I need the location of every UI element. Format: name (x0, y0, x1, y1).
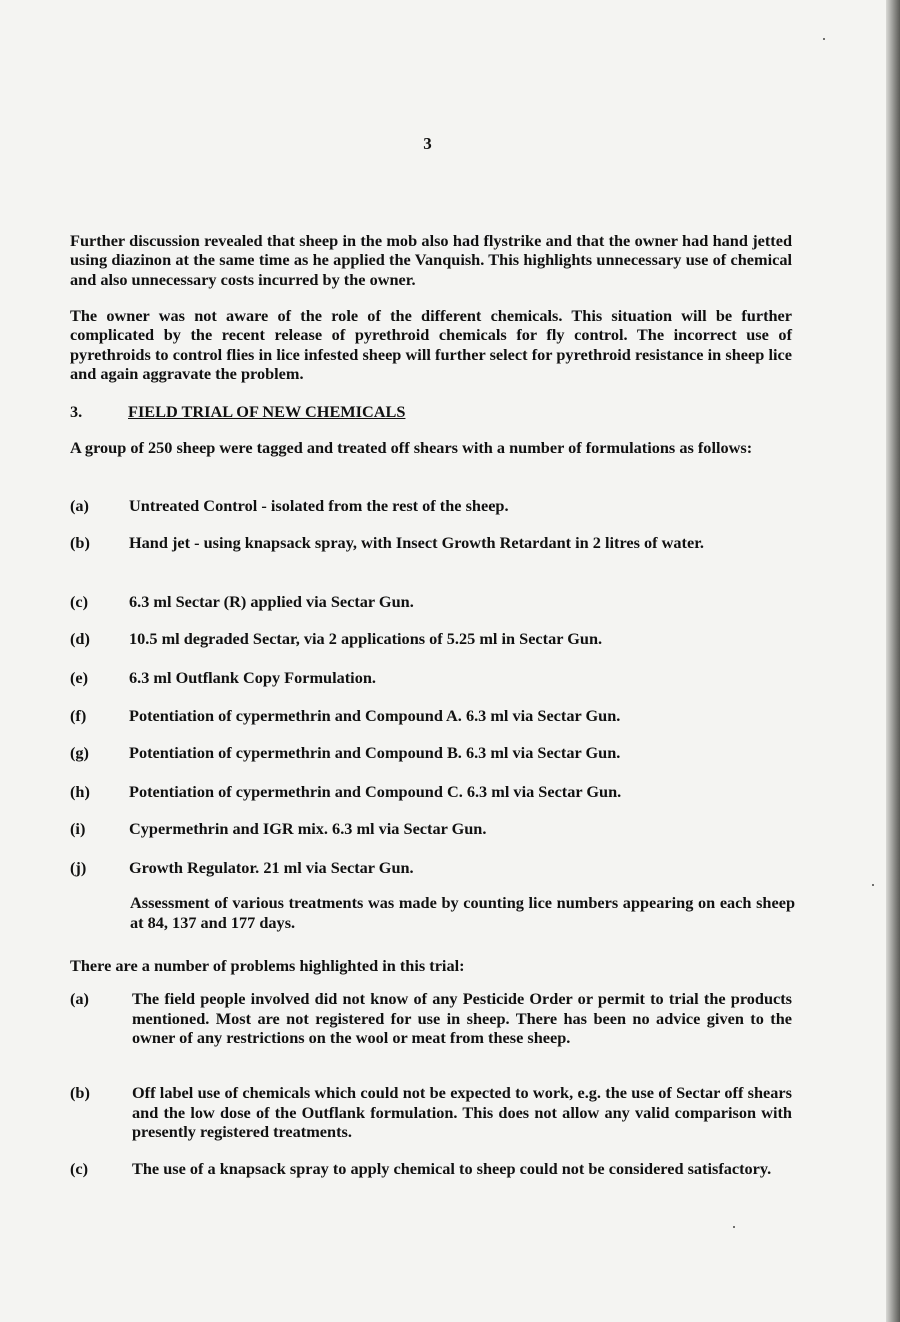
treatment-label: (i) (70, 819, 86, 838)
problem-text: Off label use of chemicals which could not be expected to work, e.g. the use of Sectar off shears and the low dose of the Outflank formulation. This does not allow any valid comparison with presently registered treatments. (132, 1083, 792, 1141)
problem-label: (a) (70, 989, 89, 1008)
problem-text: The field people involved did not know of any Pesticide Order or permit to trial the products mentioned. Most are not registered for use in sheep. There has been no advice given to the owner of any restrictions on the wool or meat from these sheep. (132, 989, 792, 1047)
treatment-text: Potentiation of cypermethrin and Compound B. 6.3 ml via Sectar Gun. (129, 743, 621, 762)
page-number: 3 (423, 134, 432, 153)
treatment-text: Potentiation of cypermethrin and Compound A. 6.3 ml via Sectar Gun. (129, 706, 621, 725)
treatment-text: Cypermethrin and IGR mix. 6.3 ml via Sectar Gun. (129, 819, 487, 838)
scan-speck (733, 1226, 735, 1228)
page-edge-shadow (886, 0, 900, 1322)
treatment-label: (e) (70, 668, 89, 687)
treatment-text: Hand jet - using knapsack spray, with Insect Growth Retardant in 2 litres of water. (129, 533, 705, 552)
section-number: 3. (70, 402, 83, 421)
treatment-text: 10.5 ml degraded Sectar, via 2 applications of 5.25 ml in Sectar Gun. (129, 629, 603, 648)
treatment-label: (j) (70, 858, 87, 877)
treatment-label: (g) (70, 743, 89, 762)
problems-intro: There are a number of problems highlighted in this trial: (70, 956, 465, 975)
treatment-text: Potentiation of cypermethrin and Compound C. 6.3 ml via Sectar Gun. (129, 782, 622, 801)
paragraph-pyrethroid: The owner was not aware of the role of the different chemicals. This situation will be further complicated by the recent release of pyrethroid chemicals for fly control. The incorrect use of pyrethroids to control flies in lice infested sheep will further select for pyrethroid resistance in sheep lice and again aggravate the problem. (70, 306, 792, 383)
treatment-label: (h) (70, 782, 90, 801)
section-intro: A group of 250 sheep were tagged and treated off shears with a number of formulations as follows: (70, 438, 753, 457)
treatment-label: (b) (70, 533, 90, 552)
scan-speck (872, 884, 874, 886)
treatment-text: Growth Regulator. 21 ml via Sectar Gun. (129, 858, 414, 877)
problem-label: (b) (70, 1083, 90, 1102)
treatment-label: (f) (70, 706, 87, 725)
treatment-label: (c) (70, 592, 89, 611)
treatment-text: 6.3 ml Outflank Copy Formulation. (129, 668, 376, 687)
problem-label: (c) (70, 1159, 89, 1178)
treatment-text: 6.3 ml Sectar (R) applied via Sectar Gun. (129, 592, 414, 611)
assessment-paragraph: Assessment of various treatments was made by counting lice numbers appearing on each sheep at 84, 137 and 177 days. (130, 893, 795, 932)
treatment-text: Untreated Control - isolated from the rest of the sheep. (129, 496, 509, 515)
section-heading (70, 402, 405, 422)
treatment-label: (a) (70, 496, 89, 515)
section-title: FIELD TRIAL OF NEW CHEMICALS (128, 402, 406, 421)
treatment-label: (d) (70, 629, 90, 648)
paragraph-flystrike: Further discussion revealed that sheep in the mob also had flystrike and that the owner had hand jetted using diazinon at the same time as he applied the Vanquish. This highlights unnecessary use of chemical and also unnecessary costs incurred by the owner. (70, 231, 792, 289)
problem-text: The use of a knapsack spray to apply chemical to sheep could not be considered satisfactory. (132, 1159, 772, 1178)
scan-speck (823, 38, 825, 40)
